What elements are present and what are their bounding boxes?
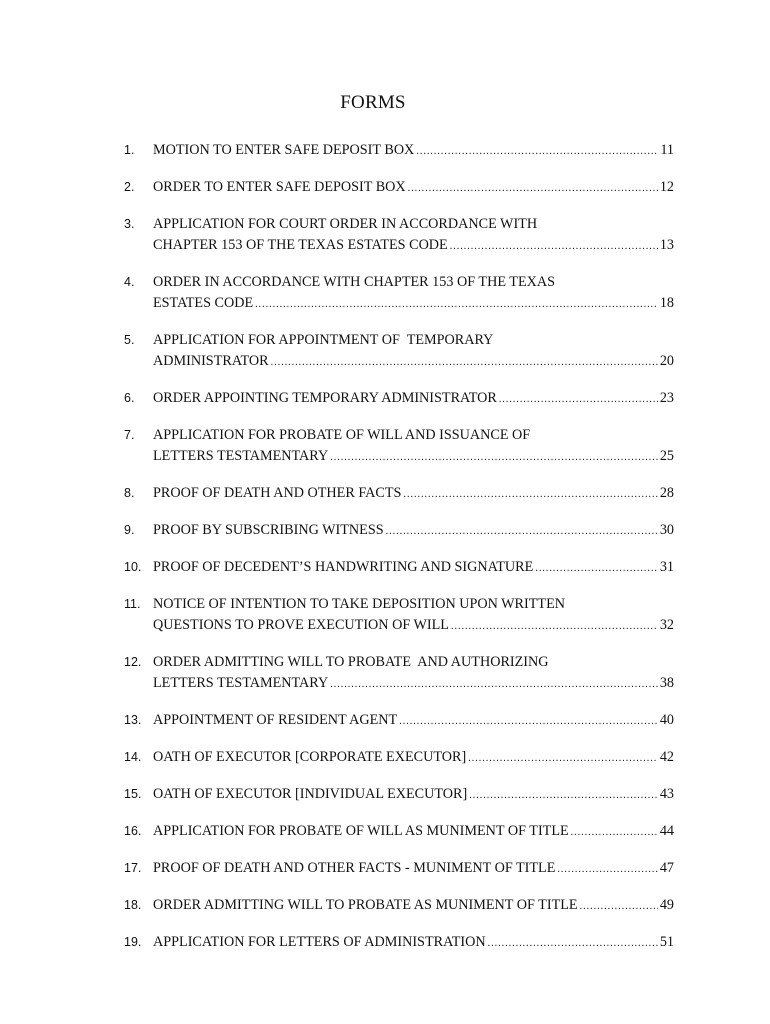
toc-entry-body	[153, 594, 674, 637]
toc-entry-title-line: ADMINISTRATOR	[153, 353, 269, 369]
toc-entry-body	[153, 483, 674, 505]
dot-leader	[535, 558, 658, 579]
toc-entry-page-number: 13	[659, 237, 674, 253]
toc-entry-page-number: 12	[659, 179, 674, 195]
toc-entry-last-line	[153, 293, 674, 315]
toc-entry-number: 19.	[124, 935, 142, 949]
toc-entry-number: 10.	[124, 560, 142, 574]
toc-entry-title-line: APPLICATION FOR APPOINTMENT OF TEMPORARY	[153, 332, 494, 348]
toc-entry-body	[153, 272, 674, 315]
toc-entry-last-line	[153, 615, 674, 637]
toc-entry	[124, 214, 674, 257]
toc-entry-page-number: 30	[659, 522, 674, 538]
toc-entry-last-line	[153, 388, 674, 410]
toc-entry-title-line: APPLICATION FOR LETTERS OF ADMINISTRATION	[153, 934, 486, 950]
toc-entry-number: 4.	[124, 275, 135, 289]
toc-entry-title-line: OATH OF EXECUTOR [CORPORATE EXECUTOR]	[153, 749, 467, 765]
toc-entry-title-line: APPLICATION FOR COURT ORDER IN ACCORDANCE WITH	[153, 216, 538, 232]
dot-leader	[403, 484, 657, 505]
toc-entry-body	[153, 747, 674, 769]
toc-entry-title-line: QUESTIONS TO PROVE EXECUTION OF WILL	[153, 617, 449, 633]
dot-leader	[271, 352, 658, 373]
toc-entry-last-line	[153, 673, 674, 695]
toc-entry-title-line: APPLICATION FOR PROBATE OF WILL AS MUNIMENT OF TITLE	[153, 823, 569, 839]
toc-entry-number: 7.	[124, 428, 135, 442]
toc-entry-title-line: APPLICATION FOR PROBATE OF WILL AND ISSUANCE OF	[153, 427, 531, 443]
dot-leader	[450, 236, 658, 257]
toc-entry-body	[153, 858, 674, 880]
toc-entry-number: 5.	[124, 333, 135, 347]
toc-entry-body	[153, 177, 674, 199]
toc-entry-page-number: 38	[659, 675, 674, 691]
toc-entry-title-line: PROOF OF DECEDENT’S HANDWRITING AND SIGNATURE	[153, 559, 534, 575]
toc-entry-title-line: PROOF BY SUBSCRIBING WITNESS	[153, 522, 384, 538]
dot-leader	[469, 785, 658, 806]
toc-entry-number: 16.	[124, 824, 142, 838]
toc-entry-title-line: APPOINTMENT OF RESIDENT AGENT	[153, 712, 398, 728]
toc-entry-body	[153, 652, 674, 695]
toc-entry-body	[153, 557, 674, 579]
toc-entry-title-line: NOTICE OF INTENTION TO TAKE DEPOSITION UPON WRITTEN	[153, 596, 565, 612]
dot-leader	[330, 447, 658, 468]
dot-leader	[386, 521, 658, 542]
toc-entry-body	[153, 140, 674, 162]
page-title: FORMS	[340, 92, 406, 113]
toc-entry-last-line	[153, 784, 674, 806]
toc-entry-last-line	[153, 747, 674, 769]
toc-entry-title-line: ORDER ADMITTING WILL TO PROBATE AS MUNIMENT OF TITLE	[153, 897, 578, 913]
toc-entry-number: 9.	[124, 523, 135, 537]
toc-entry	[124, 520, 674, 542]
toc-entry	[124, 747, 674, 769]
toc-entry-body	[153, 932, 674, 954]
dot-leader	[499, 389, 658, 410]
toc-entry-page-number: 11	[660, 142, 674, 158]
toc-entry-number: 15.	[124, 787, 142, 801]
toc-entry-page-number: 42	[659, 749, 674, 765]
toc-entry-title-line: OATH OF EXECUTOR [INDIVIDUAL EXECUTOR]	[153, 786, 468, 802]
toc-entry	[124, 330, 674, 373]
toc-entry-page-number: 47	[659, 860, 674, 876]
toc-entry	[124, 652, 674, 695]
toc-entry-number: 6.	[124, 391, 135, 405]
toc-entry-page-number: 32	[659, 617, 674, 633]
toc-entry-page-number: 31	[659, 559, 674, 575]
toc-entry-page-number: 18	[659, 295, 674, 311]
toc-entry	[124, 710, 674, 732]
dot-leader	[557, 859, 657, 880]
toc-entry-body	[153, 520, 674, 542]
toc-entry-last-line	[153, 821, 674, 843]
toc-entry-title-line: PROOF OF DEATH AND OTHER FACTS	[153, 485, 402, 501]
toc-entry	[124, 425, 674, 468]
table-of-contents	[124, 140, 674, 969]
toc-entry	[124, 594, 674, 637]
dot-leader	[399, 711, 658, 732]
dot-leader	[255, 294, 658, 315]
toc-entry-last-line	[153, 446, 674, 468]
toc-entry	[124, 177, 674, 199]
toc-entry	[124, 895, 674, 917]
toc-entry	[124, 932, 674, 954]
toc-entry-page-number: 43	[659, 786, 674, 802]
toc-entry-page-number: 28	[659, 485, 674, 501]
toc-entry-last-line	[153, 483, 674, 505]
toc-entry-number: 17.	[124, 861, 142, 875]
toc-entry-last-line	[153, 520, 674, 542]
toc-entry-number: 8.	[124, 486, 135, 500]
toc-entry-title-line: CHAPTER 153 OF THE TEXAS ESTATES CODE	[153, 237, 448, 253]
dot-leader	[451, 616, 658, 637]
toc-entry-body	[153, 895, 674, 917]
toc-entry-body	[153, 388, 674, 410]
toc-entry-number: 14.	[124, 750, 142, 764]
toc-entry-number: 2.	[124, 180, 135, 194]
toc-entry	[124, 483, 674, 505]
toc-entry-last-line	[153, 710, 674, 732]
toc-entry-title-line: ORDER TO ENTER SAFE DEPOSIT BOX	[153, 179, 406, 195]
dot-leader	[330, 674, 658, 695]
toc-entry-title-line: LETTERS TESTAMENTARY	[153, 675, 329, 691]
toc-entry-page-number: 49	[659, 897, 674, 913]
toc-entry-title-line: ORDER ADMITTING WILL TO PROBATE AND AUTHORIZING	[153, 654, 549, 670]
toc-entry-title-line: PROOF OF DEATH AND OTHER FACTS - MUNIMENT OF TITLE	[153, 860, 556, 876]
toc-entry-number: 18.	[124, 898, 142, 912]
toc-entry-title-line: ORDER APPOINTING TEMPORARY ADMINISTRATOR	[153, 390, 497, 406]
toc-entry-title-line: MOTION TO ENTER SAFE DEPOSIT BOX	[153, 142, 415, 158]
toc-entry-body	[153, 784, 674, 806]
toc-entry-title-line: ESTATES CODE	[153, 295, 254, 311]
toc-entry-page-number: 40	[659, 712, 674, 728]
toc-entry	[124, 821, 674, 843]
toc-entry-last-line	[153, 351, 674, 373]
toc-entry-last-line	[153, 235, 674, 257]
toc-entry-body	[153, 214, 674, 257]
toc-entry-title-line: LETTERS TESTAMENTARY	[153, 448, 329, 464]
toc-entry-body	[153, 425, 674, 468]
dot-leader	[408, 178, 658, 199]
toc-entry-body	[153, 710, 674, 732]
toc-entry-number: 12.	[124, 655, 142, 669]
toc-entry-page-number: 44	[659, 823, 674, 839]
toc-entry-number: 3.	[124, 217, 135, 231]
toc-entry-page-number: 23	[659, 390, 674, 406]
toc-entry-page-number: 20	[659, 353, 674, 369]
toc-entry-number: 13.	[124, 713, 142, 727]
toc-entry-number: 11.	[124, 597, 141, 611]
toc-entry-body	[153, 821, 674, 843]
toc-entry-body	[153, 330, 674, 373]
toc-entry-last-line	[153, 177, 674, 199]
dot-leader	[488, 933, 658, 954]
dot-leader	[571, 822, 658, 843]
toc-entry	[124, 388, 674, 410]
dot-leader	[468, 748, 658, 769]
toc-entry-last-line	[153, 140, 674, 162]
toc-entry-page-number: 25	[659, 448, 674, 464]
toc-entry	[124, 140, 674, 162]
toc-entry-title-line: ORDER IN ACCORDANCE WITH CHAPTER 153 OF THE TEXAS	[153, 274, 556, 290]
dot-leader	[416, 141, 658, 162]
toc-entry-number: 1.	[124, 143, 135, 157]
dot-leader	[580, 896, 658, 917]
toc-entry	[124, 272, 674, 315]
toc-entry-last-line	[153, 858, 674, 880]
toc-entry-last-line	[153, 895, 674, 917]
toc-entry-last-line	[153, 557, 674, 579]
toc-entry-page-number: 51	[659, 934, 674, 950]
toc-entry	[124, 784, 674, 806]
toc-entry	[124, 557, 674, 579]
toc-entry	[124, 858, 674, 880]
toc-entry-last-line	[153, 932, 674, 954]
